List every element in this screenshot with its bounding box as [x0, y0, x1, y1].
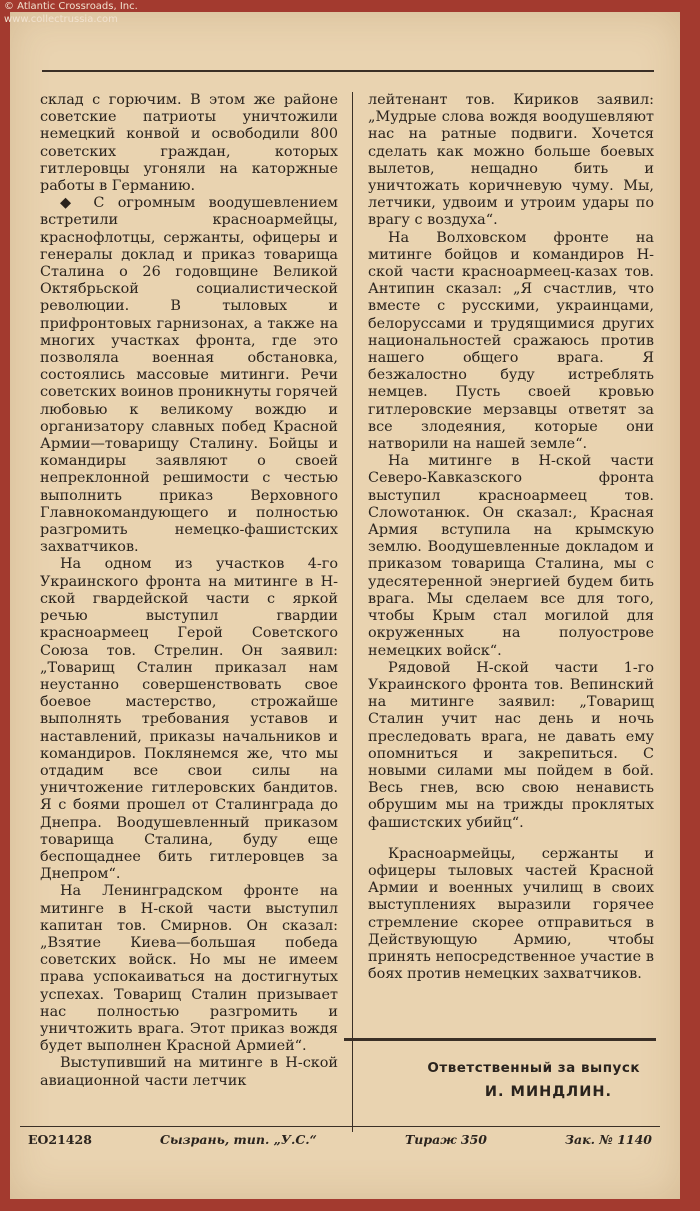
footer-print-run: Тираж 350 — [405, 1132, 487, 1147]
paragraph: На Ленинградском фронте на митинге в Н-ской части выступил капитан тов. Смирнов. Он сказал: „Взятие Киева—большая победа советских войск. Но мы не имеем права успокаиваться на достигнутых успехах. Товарищ Сталин призывает нас полностью разгромить и уничтожить врага. Этот приказ вождя будет выполнен Красной Армией“. — [40, 883, 338, 1055]
footer-code: ЕО21428 — [28, 1132, 92, 1147]
paragraph: склад с горючим. В этом же районе советские патриоты уничтожили немецкий конвой и освободили 800 советских граждан, которых гитлеровцы угоняли на каторжные работы в Германию. — [40, 92, 338, 195]
paragraph: На митинге в Н-ской части Северо-Кавказского фронта выступил красноармеец тов. Слowотанюк. Он сказал:, Красная Армия вступила на крымскую землю. Воодушевленные докладом и приказом товарища Сталина, мы с удесятеренной энергией будем бить врага. Мы сделаем все для того, чтобы Крым стал могилой для окруженных на полуострове немецких войск“. — [368, 453, 654, 659]
paragraph: Рядовой Н-ской части 1-го Украинского фронта тов. Вепинский на митинге заявил: „Товарищ Сталин учит нас день и ночь преследовать врага, не давать ему опомниться и закрепиться. С новыми силами мы пойдем в бой. Весь гнев, всю свою ненависть обрушим мы на трижды проклятых фашистских убийц“. — [368, 659, 654, 831]
top-rule — [42, 70, 654, 72]
paragraph: На одном из участков 4-го Украинского фронта на митинге в Н-ской гвардейской части с яркой речью выступил гвардии красноармеец Герой Советского Союза тов. Стрелин. Он заявил: „Товарищ Сталин приказал нам неустанно совершенствовать свое боевое мастерство, строжайше выполнять требования уставов и наставлений, приказы начальников и командиров. Поклянемся же, что мы отдадим все свои силы на уничтожение гитлеровских бандитов. Я с боями прошел от Сталинграда до Днепра. Воодушевленный приказом товарища Сталина, буду еще беспощаднее бить гитлеровцев за Днепром“. — [40, 556, 338, 883]
responsible-name: И. МИНДЛИН. — [484, 1084, 612, 1100]
bottom-rule — [344, 1038, 656, 1041]
right-column — [368, 92, 654, 983]
left-column — [40, 92, 338, 1090]
column-divider — [352, 92, 353, 1132]
watermark-line-2: www.collectrussia.com — [4, 14, 118, 25]
paragraph: На Волховском фронте на митинге бойцов и командиров Н-ской части красноармеец-казах тов. Антипин сказал: „Я счастлив, что вместе с русскими, украинцами, белоруссами и трудящимися других национальностей сражаюсь против нашего общего врага. Я безжалостно буду истреблять немцев. Пусть своей кровью гитлеровские мерзавцы ответят за все злодеяния, которые они натворили на нашей земле“. — [368, 229, 654, 453]
watermark — [4, 0, 138, 26]
responsible-block — [400, 1060, 640, 1100]
footer-order: Зак. № 1140 — [565, 1132, 653, 1147]
paragraph: Красноармейцы, сержанты и офицеры тыловых частей Красной Армии и военных училищ в своих выступлениях выразили горячее стремление скорее отправиться в Действующую Армию, чтобы принять непосредственное участие в боях против немецких захватчиков. — [368, 845, 654, 983]
paragraph: ◆ С огромным воодушевлением встретили красноармейцы, краснофлотцы, сержанты, офицеры и генералы доклад и приказ товарища Сталина о 26 годовщине Великой Октябрьской социалистической революции. В тыловых и прифронтовых гарнизонах, а также на многих участках фронта, где это позволяла военная обстановка, состоялись массовые митинги. Речи советских воинов проникнуты горячей любовью к великому вождю и организатору славных побед Красной Армии—товарищу Сталину. Бойцы и командиры заявляют о своей непреклонной решимости с честью выполнить приказ Верховного Главнокомандующего и полностью разгромить немецко-фашистских захватчиков. — [40, 195, 338, 556]
paragraph: лейтенант тов. Кириков заявил: „Мудрые слова вождя воодушевляют нас на ратные подвиги. Хочется сделать как можно больше боевых вылетов, нещадно бить и уничтожать коричневую чуму. Мы, летчики, удвоим и утроим удары по врагу с воздуха“. — [368, 92, 654, 229]
footer-rule — [20, 1126, 660, 1127]
watermark-line-1: © Atlantic Crossroads, Inc. — [4, 1, 138, 12]
footer-printer: Сызрань, тип. „У.С.“ — [160, 1132, 317, 1147]
paragraph: Выступивший на митинге в Н-ской авиационной части летчик — [40, 1055, 338, 1089]
responsible-label: Ответственный за выпуск — [427, 1060, 640, 1076]
